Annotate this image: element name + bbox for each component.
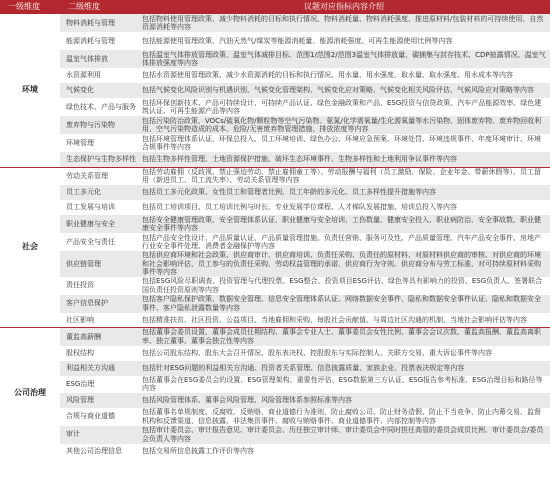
table-row — [0, 233, 550, 251]
indicator-description-cell: 包括员工多元化政策、女性员工和管理者比例、员工年龄的多元化、员工多样性提升措施等内容 — [138, 185, 550, 200]
header-indicator-description: 议题对应指标内容介绍 — [138, 0, 550, 14]
table-row — [0, 277, 550, 295]
header-row — [0, 0, 550, 14]
indicator-description-cell: 包括安全健康管理政策、安全管理体系认证、职业健康与安全培训、工伤数量、健康安全投入、职业病防治、安全事故数、职业健康安全事件等内容 — [138, 215, 550, 233]
secondary-dimension-cell: 员工多元化 — [60, 185, 138, 200]
primary-dimension-cell: 环境 — [0, 14, 60, 167]
indicator-description-cell: 包括环境管理体系认证、环保总投入、员工环境培训、绿色办公、环境应急预案、环境处罚、环境违规事件、年度环境审计、环境合规事件等内容 — [138, 134, 550, 152]
table-row — [0, 346, 550, 361]
indicator-description-cell: 包括审计委员会、审计报告意见、审计委员会、历任独立审计师、审计委员会中同时担任高管的委员会成员比例、审计委员会/委员会负责人等内容 — [138, 426, 550, 444]
table-row — [0, 50, 550, 68]
primary-dimension-cell: 社会 — [0, 167, 60, 328]
indicator-description-cell: 包括温室气体排放管理政策、温室气体减排目标、范围1/范围2/范围3温室气体排放量、碳捕集与封存技术、CDP披露情况、温室气体排放强度等内容 — [138, 50, 550, 68]
secondary-dimension-cell: 责任投资 — [60, 277, 138, 295]
table-row — [0, 393, 550, 408]
table-header — [0, 0, 550, 14]
indicator-description-cell: 包括针对ESG问题的利益相关方沟通、投资者关系管理、信息披露质量、家族企业、投票表决规定等内容 — [138, 361, 550, 376]
table-row — [0, 376, 550, 393]
table-body — [0, 14, 550, 459]
indicator-description-cell: 包括劳动雇佣（反歧视、禁止强迫劳动、禁止雇佣童工等）、劳动报酬与福利（员工激励、保险、企业年金、带薪休假等）、员工留用（新进员工、员工流失率）、劳动关系管理等内容 — [138, 167, 550, 185]
table-row — [0, 167, 550, 185]
table-row — [0, 444, 550, 459]
table-row — [0, 251, 550, 277]
indicator-description-cell: 包括水资源使用管理政策、减少水资源消耗的目标和执行情况、用水量、用水强度、取水量、取水强度、用水成本等内容 — [138, 68, 550, 83]
table-row — [0, 152, 550, 167]
indicator-description-cell: 包括污染防治政策、VOCs/硫氧化物/颗粒物等空气污染物、氨氮/化学需氧量/生化需氧量等水污染物、固体废弃物、废弃物回收利用、空气污染物造成的成本、危险/无害废弃物管理措施、排放浓度等内容 — [138, 116, 550, 134]
indicator-description-cell: 包括员工培训项目、员工培训比例与时长、专业发展学位课程、人才梯队发展措施、培训总投入等内容 — [138, 200, 550, 215]
secondary-dimension-cell: 气候变化 — [60, 83, 138, 98]
table-row — [0, 215, 550, 233]
secondary-dimension-cell: 其他公司治理信息 — [60, 444, 138, 459]
table-row — [0, 295, 550, 313]
table-row — [0, 185, 550, 200]
indicator-description-cell: 包括风险管理体系、董事会风险管理、风险管理体系参照标准等内容 — [138, 393, 550, 408]
secondary-dimension-cell: 员工发展与培训 — [60, 200, 138, 215]
table-row — [0, 116, 550, 134]
indicator-description-cell: 包括产品安全性设计、产品质量认证、产品质量管理措施、负责任营销、服务可及性、产品质量管理、汽车产品安全事件、房地产行业安全事件处理、消费者金融保护等内容 — [138, 233, 550, 251]
secondary-dimension-cell: 绿色技术、产品与服务 — [60, 98, 138, 116]
indicator-description-cell: 包括物料使用管理政策、减少物料消耗的目标和执行情况、物料消耗量、物料消耗强度、推进原材料/包装材料的可持续使用、自然资源消耗等内容 — [138, 14, 550, 32]
indicator-description-cell: 包括生物多样性管理、土地资源保护措施、破坏生态环境事件、生物多样性和土地利用争议事件等内容 — [138, 152, 550, 167]
indicator-description-cell: 包括能源使用管理政策、汽油天然气/煤炭等能源消耗量、能源消耗强度、可再生能源使用比例等内容 — [138, 32, 550, 50]
table-row — [0, 83, 550, 98]
indicator-description-cell: 包括交易所信息披露工作评价等内容 — [138, 444, 550, 459]
table-row — [0, 68, 550, 83]
secondary-dimension-cell: 董监高薪酬 — [60, 328, 138, 346]
indicator-description-cell: 包括环保创新技术、产品可持续设计、可持续产品认证、绿色金融政策和产品、ESG投资与信贷政策、汽车产品能源效率、绿色建筑认证、可再生能源产品等内容 — [138, 98, 550, 116]
indicator-description-cell: 包括供应商环境和社会政策、供应商审计、供应商培训、负责任采购、负责任的原材料、对原材料供应商的审核、对供应商的环境和社会影响评估、员工参与的负责任采购、劳动权益管理的承诺、供应商行为守则、供应商分布与劳工标准、对可持续原材料采购事件等内容 — [138, 251, 550, 277]
secondary-dimension-cell: 水资源利用 — [60, 68, 138, 83]
table-row — [0, 408, 550, 426]
primary-dimension-cell: 公司治理 — [0, 328, 60, 459]
indicator-description-cell: 包括ESG风险尽职调查、投资管理与代理投票、ESG整合、投资项目ESG评估、绿色等具有影响力的投资、ESG负责人、签署联合国负责任投资原则等内容 — [138, 277, 550, 295]
secondary-dimension-cell: 风险管理 — [60, 393, 138, 408]
indicator-description-cell: 包括精准扶贫、社区投资、公益项目、当地雇佣和采购、每股社会贡献值、与周边社区沟通的机制、当地社会影响评估等内容 — [138, 313, 550, 328]
indicator-description-cell: 包括气候变化风险识别与机遇识别、气候变化管理架构、气候变化应对策略、气候变化相关风险评估、气候风险应对策略等内容 — [138, 83, 550, 98]
secondary-dimension-cell: 合规与商业道德 — [60, 408, 138, 426]
table-row — [0, 134, 550, 152]
table-row — [0, 200, 550, 215]
indicator-description-cell: 包括客户隐私保护政策、数据安全管理、信息安全管理体系认证、网络数据安全事件、隐私和数据安全事件认证、隐私和数据安全事件、客户隐私泄露数量等内容 — [138, 295, 550, 313]
secondary-dimension-cell: 产品安全与责任 — [60, 233, 138, 251]
secondary-dimension-cell: 劳动关系管理 — [60, 167, 138, 185]
secondary-dimension-cell: 利益相关方沟通 — [60, 361, 138, 376]
table-row — [0, 98, 550, 116]
secondary-dimension-cell: 环境管理 — [60, 134, 138, 152]
indicator-description-cell: 包括董事名单规制度、反腐败、反贿赂、商业道德行为准则、防止腐败公司、防止财务造假、防止不当竞争、防止内幕交易、监督机构和反馈渠道、信息披露、非法集资事件、腐败与贿赂事件、商业道德事件、内部控制等内容 — [138, 408, 550, 426]
indicator-description-cell: 包括董事会委员设置、董事会成员任期结构、董事会专业人士、董事委员会女性比例、董事会会议次数、董监高报酬、董监高离职率、独立董事、董事会独立性等内容 — [138, 328, 550, 346]
secondary-dimension-cell: ESG治理 — [60, 376, 138, 393]
secondary-dimension-cell: 温室气体排放 — [60, 50, 138, 68]
secondary-dimension-cell: 物料消耗与管理 — [60, 14, 138, 32]
secondary-dimension-cell: 供应链管理 — [60, 251, 138, 277]
table-row — [0, 313, 550, 328]
table-row — [0, 361, 550, 376]
table-row — [0, 426, 550, 444]
indicator-description-cell: 包括董事会在ESG委员会的设置、ESG管理架构、重要性评估、ESG数据第三方认证、ESG报告参考标准、ESG治理目标和路径等内容 — [138, 376, 550, 393]
secondary-dimension-cell: 生态保护与生物多样性 — [60, 152, 138, 167]
secondary-dimension-cell: 股权结构 — [60, 346, 138, 361]
secondary-dimension-cell: 审计 — [60, 426, 138, 444]
secondary-dimension-cell: 废弃物与污染物 — [60, 116, 138, 134]
table-row — [0, 32, 550, 50]
header-secondary-dimension: 二级维度 — [60, 0, 138, 14]
secondary-dimension-cell: 职业健康与安全 — [60, 215, 138, 233]
header-primary-dimension: 一级维度 — [0, 0, 60, 14]
table-row — [0, 328, 550, 346]
secondary-dimension-cell: 能源消耗与管理 — [60, 32, 138, 50]
table-row — [0, 14, 550, 32]
secondary-dimension-cell: 客户信息保护 — [60, 295, 138, 313]
secondary-dimension-cell: 社区影响 — [60, 313, 138, 328]
indicator-description-cell: 包括公司股东结构、股东大会召开情况、股东表决权、控股股东与实际控制人、关联方交易、重大诉讼事件等内容 — [138, 346, 550, 361]
